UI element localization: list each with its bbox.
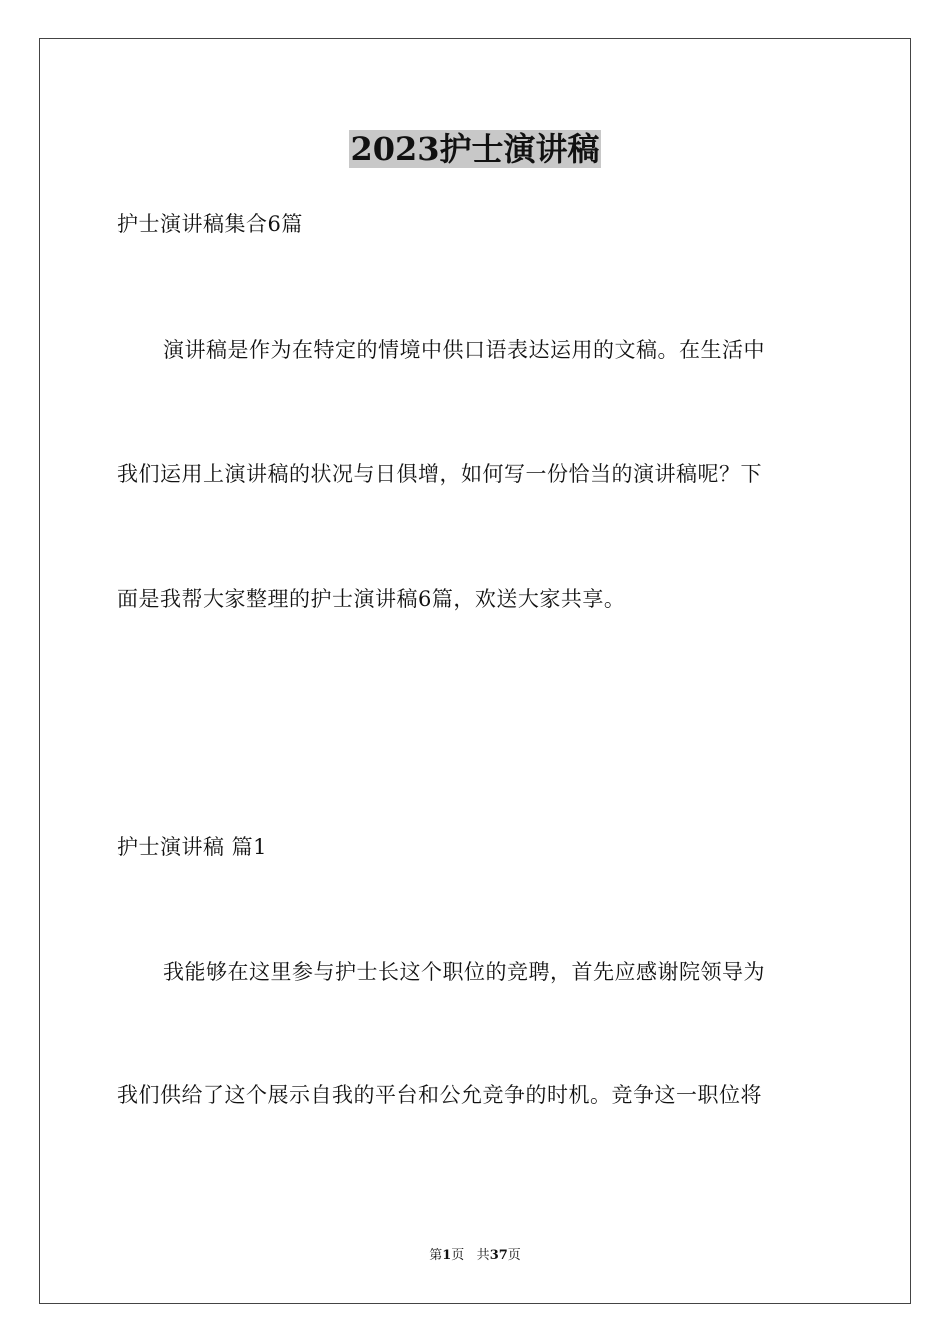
title-container — [0, 130, 950, 168]
total-suffix: 页 — [507, 1248, 521, 1263]
section-heading: 护士演讲稿 篇1 — [117, 835, 268, 859]
total-pages: 37 — [489, 1248, 508, 1263]
intro-line-1: 演讲稿是作为在特定的情境中供口语表达运用的文稿。在生活中 — [163, 338, 765, 362]
page-footer — [0, 1247, 950, 1265]
page-number: 1 — [442, 1248, 452, 1263]
intro-line-2: 我们运用上演讲稿的状况与日俱增，如何写一份恰当的演讲稿呢？下 — [117, 462, 762, 486]
document-subtitle: 护士演讲稿集合6篇 — [117, 212, 303, 236]
intro-line-3: 面是我帮大家整理的护士演讲稿6篇，欢送大家共享。 — [117, 587, 626, 611]
section-line-2: 我们供给了这个展示自我的平台和公允竞争的时机。竞争这一职位将 — [117, 1083, 762, 1107]
page-prefix: 第 — [429, 1248, 443, 1263]
document-title: 2023护士演讲稿 — [350, 130, 600, 168]
page-suffix: 页 — [451, 1248, 465, 1263]
total-prefix: 共 — [476, 1248, 490, 1263]
section-line-1: 我能够在这里参与护士长这个职位的竞聘，首先应感谢院领导为 — [163, 960, 765, 984]
